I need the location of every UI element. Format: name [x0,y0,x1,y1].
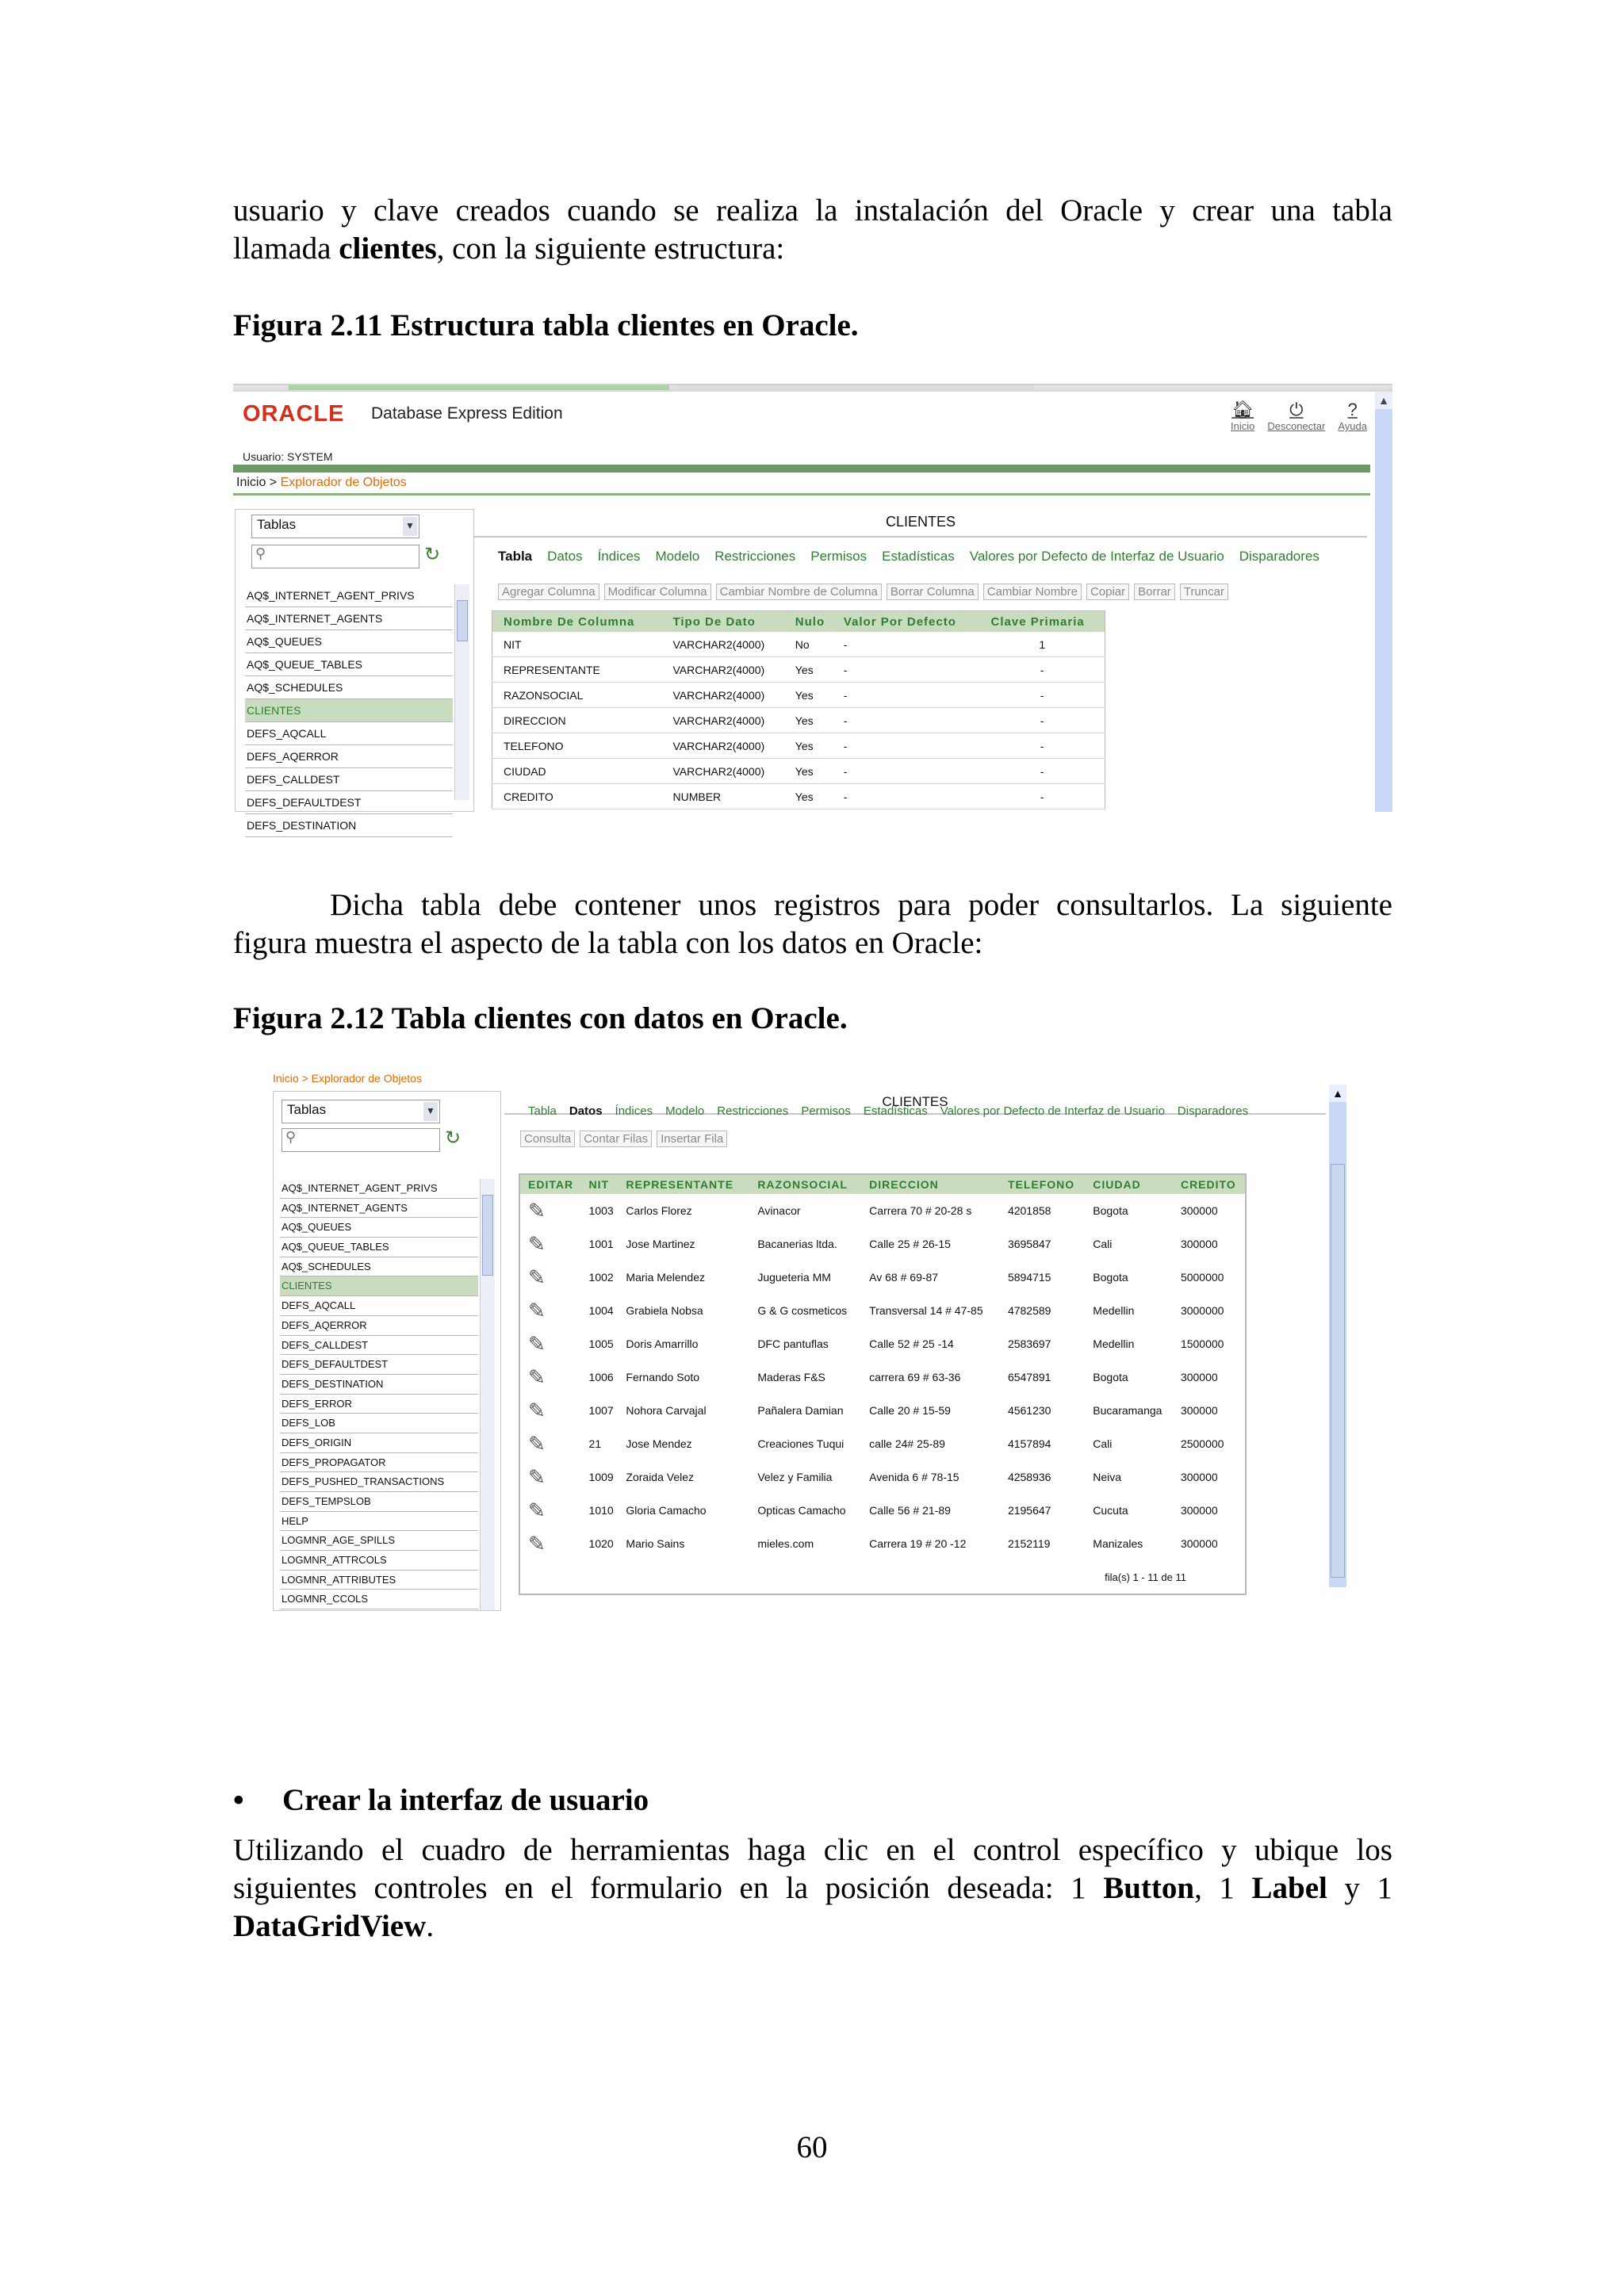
table-cell: 1002 [588,1271,614,1284]
table-cell: NUMBER [662,784,784,809]
table-cell: CIUDAD [492,759,662,784]
table-cell: - [980,708,1105,733]
refresh-icon[interactable]: ↻ [445,1127,462,1149]
list-item[interactable]: LOGMNR_ATTRIBUTES [280,1571,478,1590]
column-header: REPRESENTANTE [618,1174,749,1194]
table-cell: 1009 [588,1471,614,1483]
tab-datos[interactable]: Datos [569,1104,603,1118]
column-structure-table [492,610,1105,809]
object-list [245,584,453,832]
object-list [280,1179,478,1610]
table-cell: CREDITO [492,784,662,809]
column-header: Valor Por Defecto [833,611,980,633]
table-cell: mieles.com [757,1537,814,1550]
table-row [492,683,1105,708]
chevron-down-icon: ▼ [423,1102,438,1121]
table-cell: Fernando Soto [626,1371,700,1383]
edit-record-icon[interactable]: ✎ [528,1199,546,1223]
table-cell: 1 [980,632,1105,657]
table-cell: Avenida 6 # 78-15 [869,1471,959,1483]
panel-title: CLIENTES [882,1094,948,1109]
column-header: TELEFONO [1000,1174,1085,1194]
search-input[interactable] [251,545,419,568]
browser-bar [233,385,1392,392]
window-scrollbar[interactable]: ▲ [1329,1085,1346,1587]
list-item[interactable]: AQ$_QUEUE_TABLES [245,653,453,676]
table-cell: Medellin [1093,1304,1135,1317]
table-cell: 3695847 [1007,1238,1051,1250]
edit-record-icon[interactable]: ✎ [528,1465,546,1489]
paragraph-intro-line1: usuario y clave creados cuando se realiza la instalación del Oracle y crear una tabla [233,193,1392,228]
bold-term-datagridview: DataGridView [233,1909,427,1943]
edit-record-icon[interactable]: ✎ [528,1299,546,1322]
tab-permisos[interactable]: Permisos [801,1104,851,1118]
table-cell: 300000 [1180,1404,1218,1417]
list-item[interactable]: DEFS_PROPAGATOR [280,1453,478,1473]
edit-cell [519,1427,581,1460]
table-cell: Cali [1093,1437,1113,1450]
list-item[interactable]: DEFS_LOB [280,1414,478,1433]
table-cell: - [833,657,980,683]
table-cell: Creaciones Tuqui [757,1437,845,1450]
list-item[interactable]: DEFS_DEFAULTDEST [245,791,453,814]
object-browser-pane [273,1091,501,1611]
column-header: Tipo De Dato [662,611,784,633]
list-item[interactable]: DEFS_PUSHED_TRANSACTIONS [280,1472,478,1492]
object-list-scrollbar[interactable] [454,584,469,800]
table-cell: VARCHAR2(4000) [662,657,784,683]
table-cell: Avinacor [757,1204,801,1217]
table-cell: - [833,784,980,809]
table-cell: NIT [492,632,662,657]
edit-cell [519,1194,581,1227]
table-cell: VARCHAR2(4000) [662,759,784,784]
table-cell: - [980,784,1105,809]
table-cell: 4561230 [1007,1404,1051,1417]
tab-tabla[interactable]: Tabla [528,1104,557,1118]
edit-cell [519,1460,581,1494]
tab-valores-por-defecto-de-interfaz-de-usuario[interactable]: Valores por Defecto de Interfaz de Usuario [940,1104,1165,1118]
column-header: Clave Primaria [980,611,1105,633]
table-cell: Cali [1093,1238,1113,1250]
table-cell: carrera 69 # 63-36 [869,1371,961,1383]
table-cell: 300000 [1180,1504,1218,1517]
text-run: llamada [233,232,339,266]
list-item[interactable]: LOGMNR_CCOLS [280,1590,478,1609]
tab-modelo[interactable]: Modelo [665,1104,705,1118]
contar-filas-button[interactable]: Contar Filas [580,1131,652,1147]
list-item[interactable]: DEFS_ERROR [280,1395,478,1414]
bullet-symbol: • [233,1783,244,1817]
list-item[interactable]: DEFS_ORIGIN [280,1433,478,1453]
table-cell: REPRESENTANTE [492,657,662,683]
table-cell: Transversal 14 # 47-85 [869,1304,983,1317]
table-cell: 300000 [1180,1238,1218,1250]
list-item[interactable]: DEFS_AQERROR [245,745,453,768]
table-cell: - [980,683,1105,708]
column-header: CREDITO [1173,1174,1246,1194]
table-cell: Carlos Florez [626,1204,692,1217]
table-cell: VARCHAR2(4000) [662,632,784,657]
table-cell: 4201858 [1007,1204,1051,1217]
search-icon: ⚲ [255,545,266,561]
table-data-pane [504,1091,1326,1609]
table-cell: 1007 [588,1404,614,1417]
table-row [519,1261,1246,1294]
logout-link[interactable]: ⏻ Desconectar [1267,400,1326,432]
table-detail-pane [474,509,1367,812]
table-cell: Velez y Familia [757,1471,833,1483]
table-cell: 1020 [588,1537,614,1550]
table-cell: 1500000 [1180,1337,1224,1350]
list-item[interactable]: AQ$_INTERNET_AGENT_PRIVS [245,584,453,607]
table-cell: Maria Melendez [626,1271,706,1284]
tab-restricciones[interactable]: Restricciones [714,549,796,564]
list-item[interactable]: DEFS_TEMPSLOB [280,1492,478,1512]
figure-2-11-screenshot [233,384,1392,832]
table-cell: Calle 20 # 15-59 [869,1404,951,1417]
table-cell: - [833,632,980,657]
list-item[interactable]: CLIENTES [245,699,453,722]
borrar-columna-button[interactable]: Borrar Columna [887,584,979,600]
tab--ndices[interactable]: Índices [597,549,641,564]
edit-cell [519,1360,581,1394]
table-cell: Opticas Camacho [757,1504,846,1517]
column-header: CIUDAD [1085,1174,1173,1194]
product-name: Database Express Edition [371,404,563,423]
panel-divider [474,536,1367,538]
table-cell: Cucuta [1093,1504,1128,1517]
list-item[interactable]: DEFS_AQCALL [245,722,453,745]
table-cell: Bogota [1093,1204,1128,1217]
table-row [519,1394,1246,1427]
table-cell: DFC pantuflas [757,1337,829,1350]
table-row [519,1194,1246,1227]
table-cell: Maderas F&S [757,1371,825,1383]
edit-cell [519,1227,581,1261]
table-cell: Jose Martinez [626,1238,695,1250]
page-number: 60 [796,2130,828,2164]
window-scrollbar[interactable]: ▲ [1375,392,1392,812]
table-cell: Av 68 # 69-87 [869,1271,939,1284]
text-run: , con la siguiente estructura: [436,232,785,266]
table-cell: Calle 25 # 26-15 [869,1238,951,1250]
tab-tabla[interactable]: Tabla [498,549,533,564]
list-item[interactable]: LOGMNR_ATTRCOLS [280,1551,478,1571]
table-cell: 1001 [588,1238,614,1250]
table-cell: Yes [784,657,833,683]
table-cell: 2500000 [1180,1437,1224,1450]
table-cell: RAZONSOCIAL [492,683,662,708]
list-item[interactable]: AQ$_SCHEDULES [280,1257,478,1277]
paragraph-ui-line2: siguientes controles en el formulario en la posición deseada: 1 Button, 1 Label y 1 [233,1871,1392,1905]
table-cell: Jugueteria MM [757,1271,831,1284]
breadcrumb-current[interactable]: Explorador de Objetos [280,476,407,489]
bold-term-label: Label [1251,1871,1327,1905]
home-icon: 🏠︎ [1231,400,1254,419]
modificar-columna-button[interactable]: Modificar Columna [604,584,711,600]
table-cell: Yes [784,759,833,784]
table-cell: 3000000 [1180,1304,1224,1317]
table-row [492,784,1105,809]
table-cell: - [980,657,1105,683]
table-cell: Yes [784,784,833,809]
table-cell: 300000 [1180,1537,1218,1550]
table-cell: VARCHAR2(4000) [662,708,784,733]
column-header: RAZONSOCIAL [749,1174,861,1194]
edit-cell [519,1261,581,1294]
table-cell: 1004 [588,1304,614,1317]
table-cell: 4258936 [1007,1471,1051,1483]
table-cell: Calle 56 # 21-89 [869,1504,951,1517]
chevron-down-icon: ▼ [403,517,417,536]
toolbar [498,584,1228,600]
list-item[interactable]: DEFS_DESTINATION [245,814,453,837]
list-item[interactable]: AQ$_INTERNET_AGENTS [280,1199,478,1219]
heading-text: Crear la interfaz de usuario [282,1783,649,1817]
table-row [519,1527,1246,1560]
toolbar [520,1131,727,1147]
list-item[interactable]: AQ$_INTERNET_AGENT_PRIVS [280,1179,478,1199]
table-cell: Doris Amarrillo [626,1337,699,1350]
list-item[interactable]: DEFS_AQCALL [280,1296,478,1316]
table-cell: 1003 [588,1204,614,1217]
tab-valores-por-defecto-de-interfaz-de-usuario[interactable]: Valores por Defecto de Interfaz de Usuario [969,549,1224,564]
breadcrumb: Inicio > Explorador de Objetos [236,476,407,489]
tab--ndices[interactable]: Índices [615,1104,653,1118]
table-row [492,733,1105,759]
table-cell: Pañalera Damian [757,1404,844,1417]
table-cell: 21 [588,1437,602,1450]
edit-cell [519,1494,581,1527]
list-item[interactable]: AQ$_SCHEDULES [245,676,453,699]
insertar-fila-button[interactable]: Insertar Fila [657,1131,727,1147]
paragraph-ui-line3: DataGridView. [233,1909,435,1943]
list-item[interactable]: CLIENTES [280,1276,478,1296]
table-cell: 300000 [1180,1371,1218,1383]
tab-modelo[interactable]: Modelo [655,549,700,564]
edit-record-icon[interactable]: ✎ [528,1232,546,1256]
table-cell: VARCHAR2(4000) [662,733,784,759]
table-row [519,1327,1246,1360]
list-item[interactable]: LOGMNR_AGE_SPILLS [280,1531,478,1551]
agregar-columna-button[interactable]: Agregar Columna [498,584,599,600]
tab-datos[interactable]: Datos [547,549,583,564]
list-item[interactable]: DEFS_CALLDEST [245,768,453,791]
tab-estad-sticas[interactable]: Estadísticas [863,1104,928,1118]
list-item[interactable]: DEFS_AQERROR [280,1316,478,1336]
table-cell: Neiva [1093,1471,1122,1483]
table-row [519,1427,1246,1460]
edit-record-icon[interactable]: ✎ [528,1365,546,1389]
table-row [492,632,1105,657]
column-header: EDITAR [519,1174,581,1194]
bold-term-button: Button [1103,1871,1195,1905]
object-type-select[interactable]: Tablas ▼ [282,1100,440,1123]
table-cell: 5000000 [1180,1271,1224,1284]
table-row [519,1360,1246,1394]
edit-cell [519,1394,581,1427]
oracle-logo: ORACLE [243,401,345,427]
table-cell: 4157894 [1007,1437,1051,1450]
table-cell: No [784,632,833,657]
table-cell: 2583697 [1007,1337,1051,1350]
tab-bar [528,1104,1249,1118]
table-cell: Manizales [1093,1537,1143,1550]
list-item[interactable]: HELP [280,1512,478,1532]
object-type-select[interactable]: Tablas ▼ [251,515,419,538]
table-cell: 4782589 [1007,1304,1051,1317]
borrar-button[interactable]: Borrar [1134,584,1175,600]
list-item[interactable]: DEFS_CALLDEST [280,1336,478,1356]
table-cell: Yes [784,733,833,759]
tab-bar [498,549,1320,564]
table-row [519,1494,1246,1527]
paragraph-records-line1: Dicha tabla debe contener unos registros para poder consultarlos. La siguiente [330,888,1392,922]
row-count-label: fila(s) 1 - 11 de 11 [1105,1571,1186,1583]
table-row [492,657,1105,683]
table-cell: Bogota [1093,1271,1128,1284]
table-cell: Bogota [1093,1371,1128,1383]
paragraph-ui-line1: Utilizando el cuadro de herramientas haga clic en el control específico y ubique los [233,1833,1392,1867]
cut-breadcrumb: Inicio > Explorador de Objetos [273,1072,422,1085]
table-cell: - [833,759,980,784]
table-cell: 1006 [588,1371,614,1383]
table-cell: - [833,683,980,708]
list-item[interactable]: AQ$_QUEUE_TABLES [280,1238,478,1257]
column-header: Nombre De Columna [492,611,662,633]
search-input[interactable] [282,1128,440,1152]
header-bar [233,465,1370,473]
help-icon: ? [1347,400,1358,419]
table-cell: Medellin [1093,1337,1135,1350]
table-cell: - [833,733,980,759]
table-footer-row [519,1560,1246,1594]
table-cell: Carrera 70 # 20-28 s [869,1204,972,1217]
table-cell: Yes [784,683,833,708]
table-cell: Zoraida Velez [626,1471,695,1483]
tab-disparadores[interactable]: Disparadores [1177,1104,1249,1118]
table-cell: G & G cosmeticos [757,1304,848,1317]
column-header: DIRECCION [861,1174,1000,1194]
tab-estad-sticas[interactable]: Estadísticas [882,549,955,564]
object-list-scrollbar[interactable] [480,1179,495,1610]
table-cell: Nohora Carvajal [626,1404,707,1417]
list-item[interactable]: AQ$_INTERNET_AGENTS [245,607,453,630]
power-icon: ⏻ [1289,400,1304,419]
edit-record-icon[interactable]: ✎ [528,1532,546,1556]
breadcrumb-home[interactable]: Inicio [236,476,266,489]
table-cell: Carrera 19 # 20 -12 [869,1537,967,1550]
clientes-data-table [519,1173,1247,1595]
paragraph-records-line2: figura muestra el aspecto de la tabla con los datos en Oracle: [233,926,983,960]
table-cell: - [980,759,1105,784]
table-cell: Gloria Camacho [626,1504,707,1517]
edit-cell [519,1294,581,1327]
figure-caption-2-12: Figura 2.12 Tabla clientes con datos en Oracle. [233,1001,848,1035]
consulta-button[interactable]: Consulta [520,1131,575,1147]
search-icon: ⚲ [285,1129,297,1145]
table-cell: - [833,708,980,733]
object-browser-pane [235,509,474,832]
refresh-icon[interactable]: ↻ [424,544,441,565]
table-cell: calle 24# 25-89 [869,1437,945,1450]
table-cell: 300000 [1180,1471,1218,1483]
table-cell: TELEFONO [492,733,662,759]
table-cell: Grabiela Nobsa [626,1304,703,1317]
list-item[interactable]: AQ$_QUEUES [280,1218,478,1238]
tab-restricciones[interactable]: Restricciones [717,1104,789,1118]
table-row [519,1227,1246,1261]
list-item[interactable]: AQ$_QUEUES [245,630,453,653]
table-row [519,1460,1246,1494]
table-cell: Mario Sains [626,1537,685,1550]
edit-record-icon[interactable]: ✎ [528,1332,546,1356]
list-item[interactable]: DEFS_DESTINATION [280,1375,478,1395]
table-cell: VARCHAR2(4000) [662,683,784,708]
table-cell: 2195647 [1007,1504,1051,1517]
table-cell: Bucaramanga [1093,1404,1162,1417]
breadcrumb-divider [233,493,1370,496]
table-cell: 1005 [588,1337,614,1350]
table-cell: 2152119 [1007,1537,1051,1550]
table-row [492,708,1105,733]
column-header: Nulo [784,611,833,633]
edit-record-icon[interactable]: ✎ [528,1265,546,1289]
bold-term-clientes: clientes [339,232,437,266]
list-item[interactable]: DEFS_DEFAULTDEST [280,1355,478,1375]
edit-record-icon[interactable]: ✎ [528,1432,546,1456]
column-header: NIT [581,1174,619,1194]
table-cell: DIRECCION [492,708,662,733]
edit-record-icon[interactable]: ✎ [528,1399,546,1422]
copiar-button[interactable]: Copiar [1086,584,1129,600]
table-cell: Calle 52 # 25 -14 [869,1337,954,1350]
help-link[interactable]: ? Ayuda [1338,400,1367,432]
figure-caption-2-11: Figura 2.11 Estructura tabla clientes en Oracle. [233,308,859,342]
table-cell: Jose Mendez [626,1437,692,1450]
edit-record-icon[interactable]: ✎ [528,1498,546,1522]
edit-cell [519,1527,581,1560]
figure-2-12-screenshot [273,1072,1346,1609]
paragraph-intro-line2 [233,230,1392,268]
table-row [519,1294,1246,1327]
table-cell: Yes [784,708,833,733]
tab-permisos[interactable]: Permisos [810,549,868,564]
edit-cell [519,1327,581,1360]
table-row [492,759,1105,784]
top-links [1231,400,1367,432]
bullet-heading [233,1782,649,1818]
truncar-button[interactable]: Truncar [1180,584,1228,600]
table-cell: - [980,733,1105,759]
user-label: Usuario: SYSTEM [243,450,333,463]
table-cell: 5894715 [1007,1271,1051,1284]
table-cell: 1010 [588,1504,614,1517]
table-cell: 6547891 [1007,1371,1051,1383]
cambiar-nombre-de-columna-button[interactable]: Cambiar Nombre de Columna [716,584,882,600]
table-cell: Bacanerias ltda. [757,1238,837,1250]
home-link[interactable]: 🏠︎ Inicio [1231,400,1255,432]
panel-title: CLIENTES [885,514,956,530]
cambiar-nombre-button[interactable]: Cambiar Nombre [983,584,1082,600]
table-cell: 300000 [1180,1204,1218,1217]
tab-disparadores[interactable]: Disparadores [1239,549,1320,564]
